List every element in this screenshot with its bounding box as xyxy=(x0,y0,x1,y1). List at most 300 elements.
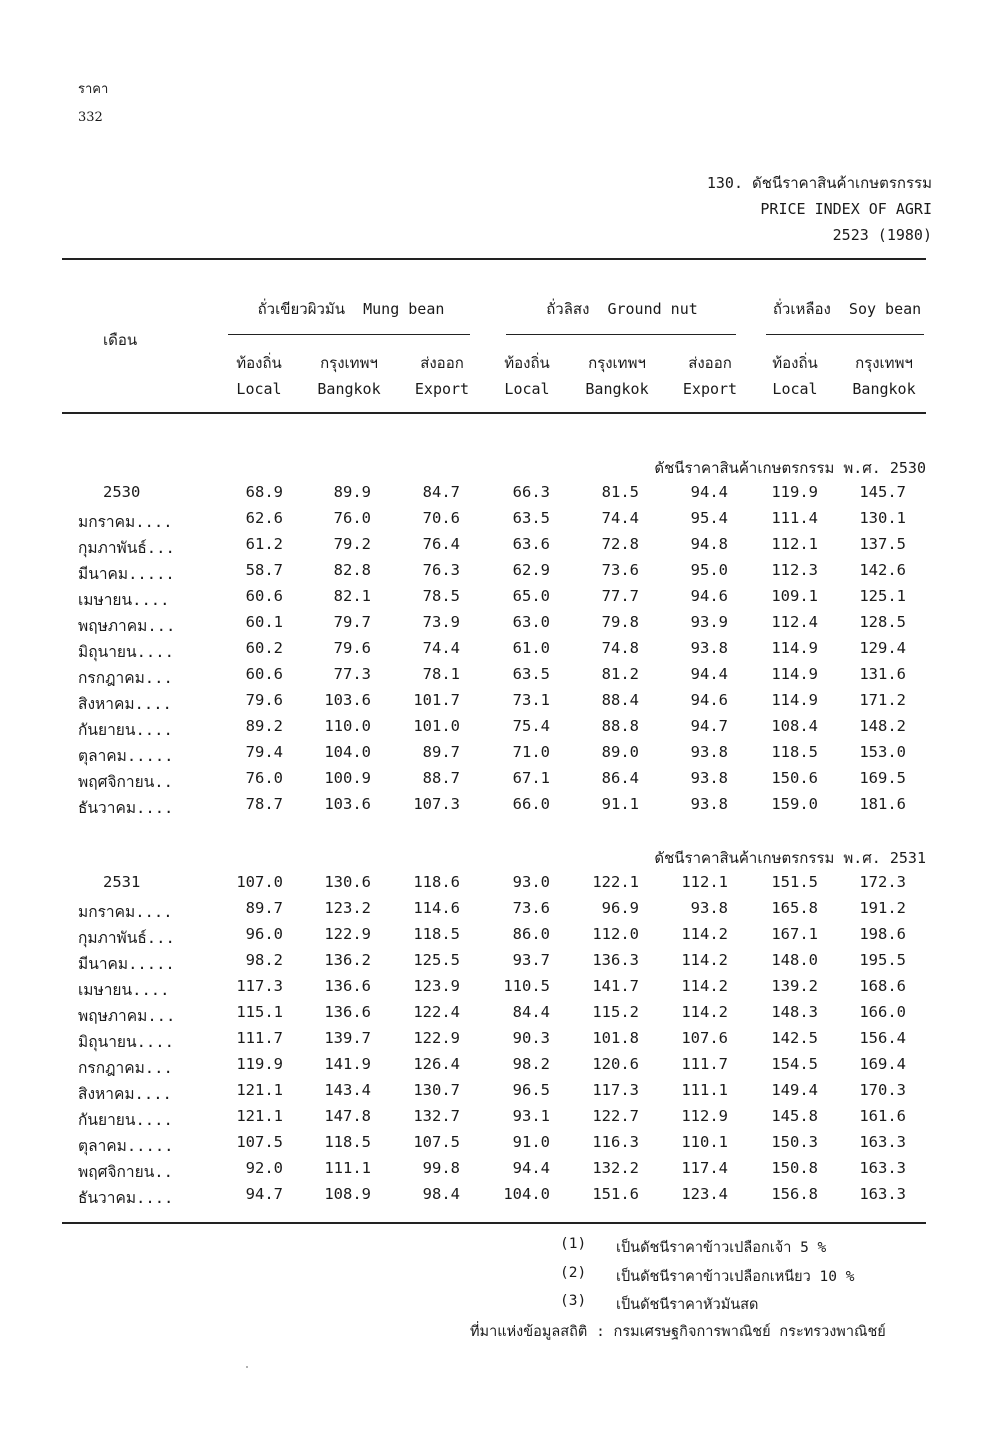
table-cell: 78.1 xyxy=(422,665,460,683)
table-cell: 98.2 xyxy=(245,951,283,969)
table-cell: 129.4 xyxy=(859,639,906,657)
table-row xyxy=(0,1003,990,1029)
row-month-label: สิงหาคม.... xyxy=(78,1085,172,1103)
table-cell: 74.4 xyxy=(422,639,460,657)
table-cell: 166.0 xyxy=(859,1003,906,1021)
header-bottom-rule xyxy=(62,412,926,414)
table-cell: 108.9 xyxy=(324,1185,371,1203)
table-cell: 93.8 xyxy=(690,743,728,761)
column-subhead-thai: กรุงเทพฯ xyxy=(588,354,646,372)
column-subhead-thai: ท้องถิ่น xyxy=(772,354,818,372)
table-cell: 89.9 xyxy=(333,483,371,501)
table-cell: 61.2 xyxy=(245,535,283,553)
table-cell: 118.5 xyxy=(771,743,818,761)
table-cell: 112.3 xyxy=(771,561,818,579)
table-cell: 96.5 xyxy=(512,1081,550,1099)
table-cell: 118.5 xyxy=(413,925,460,943)
table-cell: 93.9 xyxy=(690,613,728,631)
table-row xyxy=(0,1133,990,1159)
column-subhead xyxy=(665,350,755,402)
table-cell: 73.6 xyxy=(512,899,550,917)
table-cell: 123.2 xyxy=(324,899,371,917)
table-cell: 141.9 xyxy=(324,1055,371,1073)
table-cell: 130.1 xyxy=(859,509,906,527)
row-month-label: พฤษภาคม... xyxy=(78,617,176,635)
table-cell: 103.6 xyxy=(324,795,371,813)
table-cell: 76.3 xyxy=(422,561,460,579)
table-cell: 98.2 xyxy=(512,1055,550,1073)
table-cell: 96.9 xyxy=(601,899,639,917)
table-cell: 62.9 xyxy=(512,561,550,579)
row-month-label: พฤศจิกายน.. xyxy=(78,1163,173,1181)
table-cell: 150.6 xyxy=(771,769,818,787)
table-cell: 143.4 xyxy=(324,1081,371,1099)
column-subhead-english: Local xyxy=(236,380,282,398)
table-cell: 117.4 xyxy=(681,1159,728,1177)
table-cell: 101.8 xyxy=(592,1029,639,1047)
table-cell: 79.2 xyxy=(333,535,371,553)
row-year-label: 2530 xyxy=(103,483,141,501)
table-cell: 91.0 xyxy=(512,1133,550,1151)
row-month-label: ธันวาคม.... xyxy=(78,799,174,817)
column-subhead xyxy=(304,350,394,402)
table-cell: 100.9 xyxy=(324,769,371,787)
table-cell: 114.2 xyxy=(681,925,728,943)
table-cell: 154.5 xyxy=(771,1055,818,1073)
table-cell: 169.4 xyxy=(859,1055,906,1073)
table-cell: 168.6 xyxy=(859,977,906,995)
table-row xyxy=(0,795,990,821)
page-number: 332 xyxy=(78,110,103,125)
table-cell: 62.6 xyxy=(245,509,283,527)
table-cell: 165.8 xyxy=(771,899,818,917)
table-cell: 94.8 xyxy=(690,535,728,553)
table-cell: 111.4 xyxy=(771,509,818,527)
table-cell: 148.0 xyxy=(771,951,818,969)
table-cell: 156.4 xyxy=(859,1029,906,1047)
table-row xyxy=(0,1185,990,1211)
table-cell: 156.8 xyxy=(771,1185,818,1203)
table-cell: 74.8 xyxy=(601,639,639,657)
table-cell: 94.4 xyxy=(690,483,728,501)
group-title-mung-bean: ถั่วเขียวผิวมัน Mung bean xyxy=(257,300,445,318)
table-cell: 63.5 xyxy=(512,509,550,527)
table-cell: 181.6 xyxy=(859,795,906,813)
table-cell: 89.7 xyxy=(245,899,283,917)
table-cell: 60.1 xyxy=(245,613,283,631)
table-cell: 111.1 xyxy=(681,1081,728,1099)
table-cell: 151.6 xyxy=(592,1185,639,1203)
table-cell: 96.0 xyxy=(245,925,283,943)
table-cell: 66.3 xyxy=(512,483,550,501)
table-cell: 112.9 xyxy=(681,1107,728,1125)
column-subhead-english: Bangkok xyxy=(852,380,916,398)
table-cell: 128.5 xyxy=(859,613,906,631)
table-cell: 79.8 xyxy=(601,613,639,631)
table-cell: 77.7 xyxy=(601,587,639,605)
table-cell: 145.8 xyxy=(771,1107,818,1125)
table-cell: 142.5 xyxy=(771,1029,818,1047)
table-cell: 94.4 xyxy=(512,1159,550,1177)
table-cell: 123.4 xyxy=(681,1185,728,1203)
table-cell: 169.5 xyxy=(859,769,906,787)
table-cell: 150.8 xyxy=(771,1159,818,1177)
month-column-title: เดือน xyxy=(103,331,138,349)
table-cell: 101.7 xyxy=(413,691,460,709)
table-cell: 172.3 xyxy=(859,873,906,891)
row-month-label: กรกฎาคม... xyxy=(78,669,173,687)
table-cell: 101.0 xyxy=(413,717,460,735)
table-cell: 114.2 xyxy=(681,977,728,995)
row-month-label: เมษายน.... xyxy=(78,591,170,609)
table-cell: 93.1 xyxy=(512,1107,550,1125)
table-cell: 94.7 xyxy=(245,1185,283,1203)
table-cell: 114.9 xyxy=(771,639,818,657)
section-title: ดัชนีราคาสินค้าเกษตรกรรม พ.ศ. 2530 xyxy=(654,459,926,477)
row-month-label: กรกฎาคม... xyxy=(78,1059,173,1077)
table-cell: 115.1 xyxy=(236,1003,283,1021)
table-cell: 107.6 xyxy=(681,1029,728,1047)
table-cell: 150.3 xyxy=(771,1133,818,1151)
table-cell: 139.2 xyxy=(771,977,818,995)
table-cell: 71.0 xyxy=(512,743,550,761)
table-cell: 76.4 xyxy=(422,535,460,553)
table-title-thai: 130. ดัชนีราคาสินค้าเกษตรกรรม xyxy=(706,174,932,192)
table-cell: 167.1 xyxy=(771,925,818,943)
table-cell: 73.1 xyxy=(512,691,550,709)
table-cell: 122.1 xyxy=(592,873,639,891)
table-cell: 93.8 xyxy=(690,769,728,787)
table-row xyxy=(0,665,990,691)
row-month-label: มกราคม.... xyxy=(78,903,173,921)
row-month-label: พฤษภาคม... xyxy=(78,1007,176,1025)
table-cell: 107.5 xyxy=(413,1133,460,1151)
table-cell: 163.3 xyxy=(859,1133,906,1151)
table-cell: 89.7 xyxy=(422,743,460,761)
table-cell: 94.4 xyxy=(690,665,728,683)
top-rule xyxy=(62,258,926,260)
group-underline-ground xyxy=(506,334,736,335)
table-cell: 63.0 xyxy=(512,613,550,631)
table-cell: 116.3 xyxy=(592,1133,639,1151)
table-cell: 112.0 xyxy=(592,925,639,943)
table-cell: 159.0 xyxy=(771,795,818,813)
row-month-label: สิงหาคม.... xyxy=(78,695,172,713)
row-month-label: กันยายน.... xyxy=(78,721,173,739)
table-cell: 111.7 xyxy=(236,1029,283,1047)
group-underline-mung xyxy=(228,334,470,335)
table-cell: 120.6 xyxy=(592,1055,639,1073)
table-row xyxy=(0,1055,990,1081)
table-cell: 84.7 xyxy=(422,483,460,501)
table-cell: 89.0 xyxy=(601,743,639,761)
table-cell: 141.7 xyxy=(592,977,639,995)
table-cell: 151.5 xyxy=(771,873,818,891)
table-cell: 114.9 xyxy=(771,691,818,709)
table-row xyxy=(0,535,990,561)
table-cell: 67.1 xyxy=(512,769,550,787)
table-row xyxy=(0,1107,990,1133)
table-cell: 65.0 xyxy=(512,587,550,605)
table-cell: 94.6 xyxy=(690,691,728,709)
table-cell: 110.1 xyxy=(681,1133,728,1151)
table-cell: 136.3 xyxy=(592,951,639,969)
table-cell: 107.0 xyxy=(236,873,283,891)
table-cell: 115.2 xyxy=(592,1003,639,1021)
row-month-label: กันยายน.... xyxy=(78,1111,173,1129)
table-cell: 122.7 xyxy=(592,1107,639,1125)
table-row xyxy=(0,951,990,977)
table-cell: 136.6 xyxy=(324,1003,371,1021)
table-cell: 110.0 xyxy=(324,717,371,735)
table-row xyxy=(0,743,990,769)
table-cell: 107.5 xyxy=(236,1133,283,1151)
table-cell: 170.3 xyxy=(859,1081,906,1099)
table-cell: 88.8 xyxy=(601,717,639,735)
row-month-label: มีนาคม..... xyxy=(78,955,175,973)
table-cell: 119.9 xyxy=(771,483,818,501)
table-cell: 88.4 xyxy=(601,691,639,709)
table-cell: 148.3 xyxy=(771,1003,818,1021)
table-cell: 139.7 xyxy=(324,1029,371,1047)
table-cell: 70.6 xyxy=(422,509,460,527)
section-title: ดัชนีราคาสินค้าเกษตรกรรม พ.ศ. 2531 xyxy=(654,849,926,867)
table-cell: 89.2 xyxy=(245,717,283,735)
table-row xyxy=(0,509,990,535)
table-cell: 93.8 xyxy=(690,639,728,657)
table-cell: 163.3 xyxy=(859,1185,906,1203)
table-cell: 86.0 xyxy=(512,925,550,943)
table-cell: 125.5 xyxy=(413,951,460,969)
table-cell: 95.0 xyxy=(690,561,728,579)
table-cell: 130.6 xyxy=(324,873,371,891)
table-cell: 60.6 xyxy=(245,665,283,683)
table-cell: 74.4 xyxy=(601,509,639,527)
column-subhead xyxy=(572,350,662,402)
table-row xyxy=(0,613,990,639)
table-cell: 126.4 xyxy=(413,1055,460,1073)
table-cell: 93.8 xyxy=(690,795,728,813)
column-subhead-english: Export xyxy=(682,380,738,398)
table-cell: 123.9 xyxy=(413,977,460,995)
table-cell: 147.8 xyxy=(324,1107,371,1125)
table-cell: 145.7 xyxy=(859,483,906,501)
column-subhead-english: Local xyxy=(772,380,818,398)
table-cell: 104.0 xyxy=(503,1185,550,1203)
table-cell: 114.2 xyxy=(681,951,728,969)
column-subhead xyxy=(839,350,929,402)
column-subhead-thai: กรุงเทพฯ xyxy=(855,354,913,372)
table-row xyxy=(0,639,990,665)
column-subhead xyxy=(214,350,304,402)
table-cell: 117.3 xyxy=(236,977,283,995)
table-cell: 131.6 xyxy=(859,665,906,683)
table-cell: 112.1 xyxy=(771,535,818,553)
table-cell: 88.7 xyxy=(422,769,460,787)
table-cell: 82.1 xyxy=(333,587,371,605)
table-cell: 136.2 xyxy=(324,951,371,969)
table-cell: 99.8 xyxy=(422,1159,460,1177)
table-row xyxy=(0,587,990,613)
column-subhead-english: Bangkok xyxy=(317,380,381,398)
table-cell: 94.7 xyxy=(690,717,728,735)
table-cell: 79.7 xyxy=(333,613,371,631)
table-cell: 73.9 xyxy=(422,613,460,631)
table-cell: 104.0 xyxy=(324,743,371,761)
table-row xyxy=(0,1029,990,1055)
table-cell: 132.2 xyxy=(592,1159,639,1177)
table-cell: 93.8 xyxy=(690,899,728,917)
table-cell: 92.0 xyxy=(245,1159,283,1177)
table-row xyxy=(0,1159,990,1185)
row-month-label: กุมภาพันธ์... xyxy=(78,539,175,557)
table-row xyxy=(0,899,990,925)
table-cell: 63.6 xyxy=(512,535,550,553)
table-cell: 114.6 xyxy=(413,899,460,917)
table-cell: 103.6 xyxy=(324,691,371,709)
table-cell: 130.7 xyxy=(413,1081,460,1099)
table-cell: 111.7 xyxy=(681,1055,728,1073)
table-cell: 73.6 xyxy=(601,561,639,579)
table-cell: 78.7 xyxy=(245,795,283,813)
table-cell: 117.3 xyxy=(592,1081,639,1099)
table-cell: 149.4 xyxy=(771,1081,818,1099)
scan-dot xyxy=(246,1366,248,1368)
table-header-block xyxy=(707,170,932,248)
table-cell: 108.4 xyxy=(771,717,818,735)
table-cell: 68.9 xyxy=(245,483,283,501)
table-cell: 118.5 xyxy=(324,1133,371,1151)
page-top-label: ราคา xyxy=(78,82,109,97)
table-row xyxy=(0,717,990,743)
table-cell: 110.5 xyxy=(503,977,550,995)
table-cell: 81.5 xyxy=(601,483,639,501)
table-cell: 84.4 xyxy=(512,1003,550,1021)
table-cell: 153.0 xyxy=(859,743,906,761)
table-cell: 132.7 xyxy=(413,1107,460,1125)
table-cell: 77.3 xyxy=(333,665,371,683)
table-cell: 76.0 xyxy=(245,769,283,787)
table-cell: 114.2 xyxy=(681,1003,728,1021)
table-cell: 94.6 xyxy=(690,587,728,605)
column-subhead-thai: ท้องถิ่น xyxy=(236,354,282,372)
table-cell: 122.4 xyxy=(413,1003,460,1021)
column-subhead-thai: ส่งออก xyxy=(420,354,464,372)
table-cell: 81.2 xyxy=(601,665,639,683)
table-cell: 109.1 xyxy=(771,587,818,605)
table-cell: 195.5 xyxy=(859,951,906,969)
table-cell: 137.5 xyxy=(859,535,906,553)
table-cell: 60.6 xyxy=(245,587,283,605)
row-month-label: ตุลาคม..... xyxy=(78,1137,174,1155)
table-cell: 107.3 xyxy=(413,795,460,813)
table-cell: 93.7 xyxy=(512,951,550,969)
table-cell: 161.6 xyxy=(859,1107,906,1125)
group-title-ground-nut: ถั่วลิสง Ground nut xyxy=(546,300,698,318)
table-cell: 90.3 xyxy=(512,1029,550,1047)
row-year-label: 2531 xyxy=(103,873,141,891)
table-cell: 61.0 xyxy=(512,639,550,657)
table-cell: 82.8 xyxy=(333,561,371,579)
table-cell: 98.4 xyxy=(422,1185,460,1203)
table-cell: 63.5 xyxy=(512,665,550,683)
table-row xyxy=(0,769,990,795)
group-title-soy-bean: ถั่วเหลือง Soy bean xyxy=(772,300,922,318)
table-cell: 60.2 xyxy=(245,639,283,657)
table-cell: 118.6 xyxy=(413,873,460,891)
table-cell: 72.8 xyxy=(601,535,639,553)
table-row xyxy=(0,873,990,899)
row-month-label: มิถุนายน.... xyxy=(78,1033,174,1051)
table-cell: 136.6 xyxy=(324,977,371,995)
row-month-label: ธันวาคม.... xyxy=(78,1189,174,1207)
table-cell: 112.4 xyxy=(771,613,818,631)
group-underline-soy xyxy=(766,334,924,335)
table-cell: 91.1 xyxy=(601,795,639,813)
table-cell: 171.2 xyxy=(859,691,906,709)
row-month-label: พฤศจิกายน.. xyxy=(78,773,173,791)
table-cell: 122.9 xyxy=(413,1029,460,1047)
table-row xyxy=(0,977,990,1003)
table-cell: 86.4 xyxy=(601,769,639,787)
column-subhead-english: Bangkok xyxy=(585,380,649,398)
source-note: ที่มาแห่งข้อมูลสถิติ : กรมเศรษฐกิจการพาณิชย์ กระทรวงพาณิชย์ xyxy=(470,1324,886,1340)
table-row xyxy=(0,691,990,717)
table-cell: 148.2 xyxy=(859,717,906,735)
base-year: 2523 (1980) xyxy=(832,226,932,244)
table-cell: 78.5 xyxy=(422,587,460,605)
row-month-label: มิถุนายน.... xyxy=(78,643,174,661)
table-cell: 58.7 xyxy=(245,561,283,579)
row-month-label: กุมภาพันธ์... xyxy=(78,929,175,947)
table-row xyxy=(0,483,990,509)
table-title-english: PRICE INDEX OF AGRI xyxy=(760,200,932,218)
table-cell: 76.0 xyxy=(333,509,371,527)
table-cell: 198.6 xyxy=(859,925,906,943)
table-cell: 125.1 xyxy=(859,587,906,605)
table-cell: 121.1 xyxy=(236,1081,283,1099)
column-subhead-thai: กรุงเทพฯ xyxy=(320,354,378,372)
table-cell: 114.9 xyxy=(771,665,818,683)
table-cell: 93.0 xyxy=(512,873,550,891)
column-subhead-english: Local xyxy=(504,380,550,398)
row-month-label: ตุลาคม..... xyxy=(78,747,174,765)
column-subhead-thai: ท้องถิ่น xyxy=(504,354,550,372)
table-cell: 112.1 xyxy=(681,873,728,891)
table-cell: 95.4 xyxy=(690,509,728,527)
table-cell: 121.1 xyxy=(236,1107,283,1125)
table-cell: 122.9 xyxy=(324,925,371,943)
table-cell: 79.6 xyxy=(333,639,371,657)
table-row xyxy=(0,561,990,587)
row-month-label: มกราคม.... xyxy=(78,513,173,531)
table-cell: 111.1 xyxy=(324,1159,371,1177)
table-cell: 119.9 xyxy=(236,1055,283,1073)
table-cell: 66.0 xyxy=(512,795,550,813)
row-month-label: เมษายน.... xyxy=(78,981,170,999)
table-cell: 142.6 xyxy=(859,561,906,579)
table-row xyxy=(0,1081,990,1107)
column-subhead-thai: ส่งออก xyxy=(688,354,732,372)
table-cell: 163.3 xyxy=(859,1159,906,1177)
column-subhead xyxy=(750,350,840,402)
table-cell: 79.4 xyxy=(245,743,283,761)
column-subhead-english: Export xyxy=(414,380,470,398)
column-subhead xyxy=(482,350,572,402)
table-cell: 79.6 xyxy=(245,691,283,709)
table-cell: 191.2 xyxy=(859,899,906,917)
row-month-label: มีนาคม..... xyxy=(78,565,175,583)
